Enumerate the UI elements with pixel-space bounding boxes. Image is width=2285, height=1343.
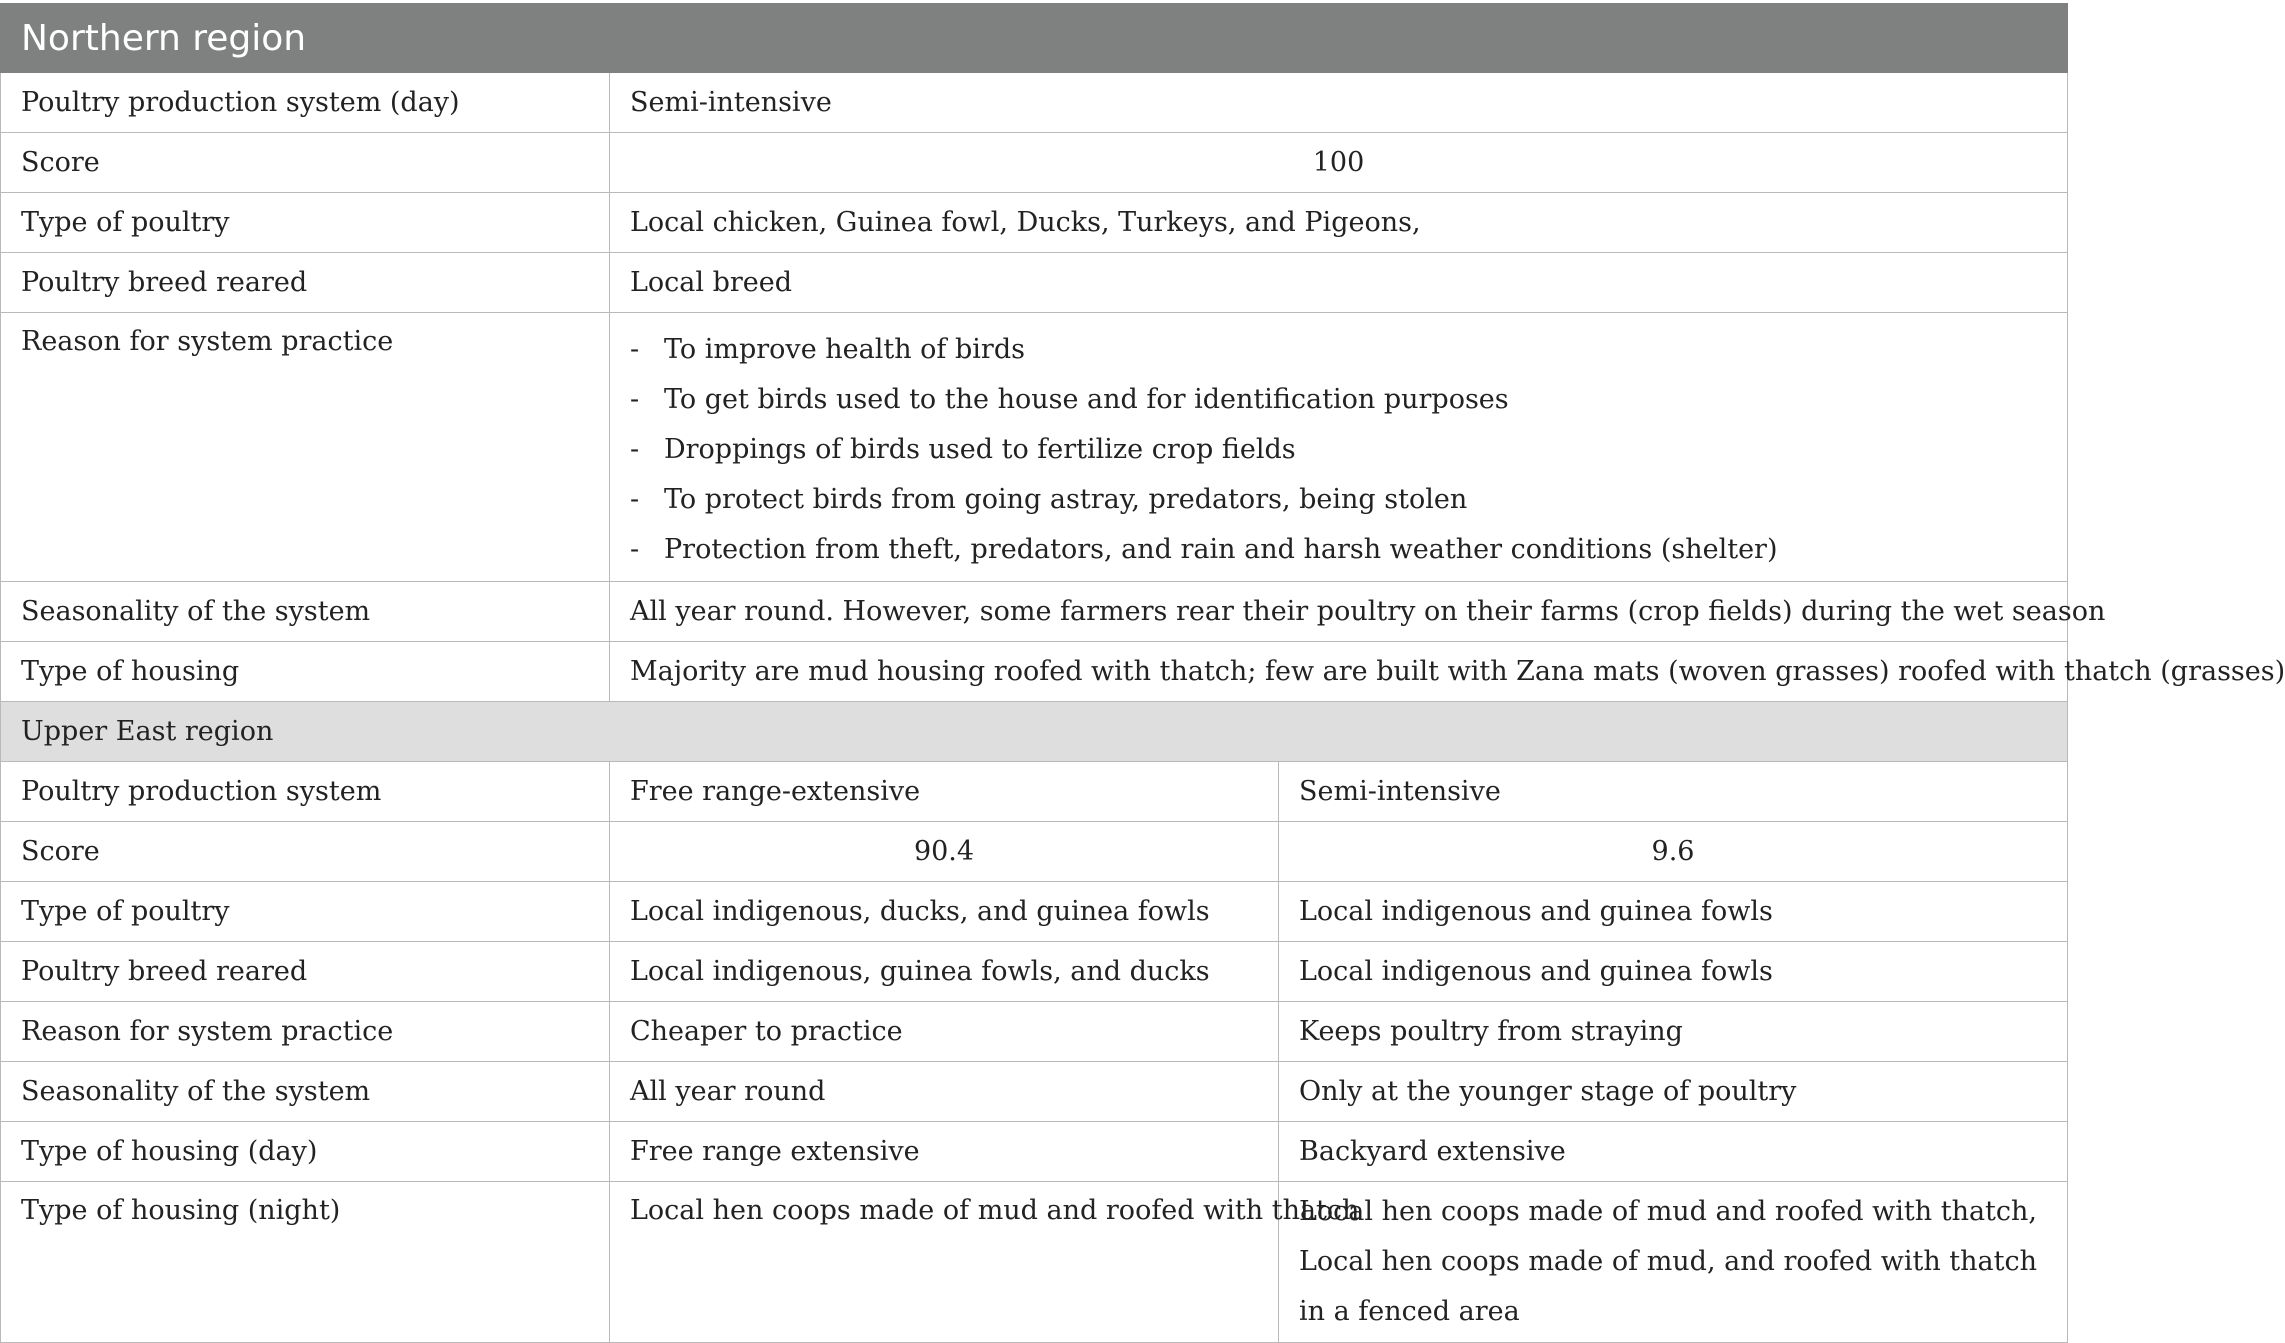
row-value-col1: Free range-extensive [610, 762, 1279, 822]
reason-text: To get birds used to the house and for identification purposes [664, 384, 1509, 415]
bullet-marker: - [630, 484, 640, 515]
row-value-col2: Backyard extensive [1279, 1122, 2068, 1182]
row-value-col1: All year round [610, 1062, 1279, 1122]
row-label: Reason for system practice [1, 1002, 610, 1062]
row-value: All year round. However, some farmers rear their poultry on their farms (crop fields) during the wet season [610, 582, 2068, 642]
row-label: Reason for system practice [1, 313, 610, 582]
table-row [1, 762, 2068, 822]
row-value-col2: Local indigenous and guinea fowls [1279, 882, 2068, 942]
list-item [630, 425, 2067, 475]
table-row [1, 1062, 2068, 1122]
row-label: Poultry production system (day) [1, 73, 610, 133]
table-row [1, 582, 2068, 642]
row-value-col2: Semi-intensive [1279, 762, 2068, 822]
row-value-col1: Local indigenous, ducks, and guinea fowls [610, 882, 1279, 942]
row-value-col2: Local indigenous and guinea fowls [1279, 942, 2068, 1002]
table-row [1, 882, 2068, 942]
row-value-col1: Local hen coops made of mud and roofed with thatch [610, 1182, 1279, 1343]
row-value-col1: Local indigenous, guinea fowls, and ducks [610, 942, 1279, 1002]
table-row [1, 313, 2068, 582]
score-value-col1: 90.4 [610, 822, 1279, 882]
table-row [1, 942, 2068, 1002]
row-label: Type of poultry [1, 882, 610, 942]
table-row [1, 193, 2068, 253]
list-item [630, 525, 2067, 575]
reasons-list [630, 325, 2067, 575]
row-label: Type of housing [1, 642, 610, 702]
score-value: 100 [610, 133, 2068, 193]
table-row [1, 642, 2068, 702]
bullet-marker: - [630, 384, 640, 415]
row-value-col1: Free range extensive [610, 1122, 1279, 1182]
reason-text: Droppings of birds used to fertilize crop fields [664, 434, 1296, 465]
row-value-col1: Cheaper to practice [610, 1002, 1279, 1062]
table-row [1, 1002, 2068, 1062]
row-label: Type of housing (night) [1, 1182, 610, 1343]
reasons-cell [610, 313, 2068, 582]
northern-region-header-row [1, 4, 2068, 73]
table-row [1, 822, 2068, 882]
poultry-systems-table [0, 3, 2285, 1343]
row-label: Score [1, 822, 610, 882]
upper-east-region-header-row [1, 702, 2068, 762]
row-value: Majority are mud housing roofed with thatch; few are built with Zana mats (woven grasses) roofed with thatch (grasses) [610, 642, 2068, 702]
row-label: Score [1, 133, 610, 193]
list-item [630, 325, 2067, 375]
list-item [630, 475, 2067, 525]
row-label: Seasonality of the system [1, 1062, 610, 1122]
row-label: Poultry breed reared [1, 942, 610, 1002]
northern-region-title: Northern region [1, 4, 2068, 73]
row-value: Local breed [610, 253, 2068, 313]
table-row [1, 73, 2068, 133]
bullet-marker: - [630, 534, 640, 565]
row-label: Type of poultry [1, 193, 610, 253]
row-value-col2: Only at the younger stage of poultry [1279, 1062, 2068, 1122]
reason-text: Protection from theft, predators, and rain and harsh weather conditions (shelter) [664, 534, 1778, 565]
row-value-col2: Local hen coops made of mud and roofed with thatch, Local hen coops made of mud, and roofed with thatch in a fenced area [1279, 1182, 2068, 1343]
row-label: Type of housing (day) [1, 1122, 610, 1182]
row-label: Seasonality of the system [1, 582, 610, 642]
upper-east-region-title: Upper East region [1, 702, 2068, 762]
row-value: Semi-intensive [610, 73, 2068, 133]
reason-text: To protect birds from going astray, predators, being stolen [664, 484, 1468, 515]
table-row [1, 1182, 2068, 1343]
row-label: Poultry breed reared [1, 253, 610, 313]
list-item [630, 375, 2067, 425]
bullet-marker: - [630, 434, 640, 465]
bullet-marker: - [630, 334, 640, 365]
score-value-col2: 9.6 [1279, 822, 2068, 882]
row-value: Local chicken, Guinea fowl, Ducks, Turkeys, and Pigeons, [610, 193, 2068, 253]
reason-text: To improve health of birds [664, 334, 1025, 365]
row-label: Poultry production system [1, 762, 610, 822]
table-row [1, 1122, 2068, 1182]
table-row [1, 133, 2068, 193]
row-value-col2: Keeps poultry from straying [1279, 1002, 2068, 1062]
table-row [1, 253, 2068, 313]
